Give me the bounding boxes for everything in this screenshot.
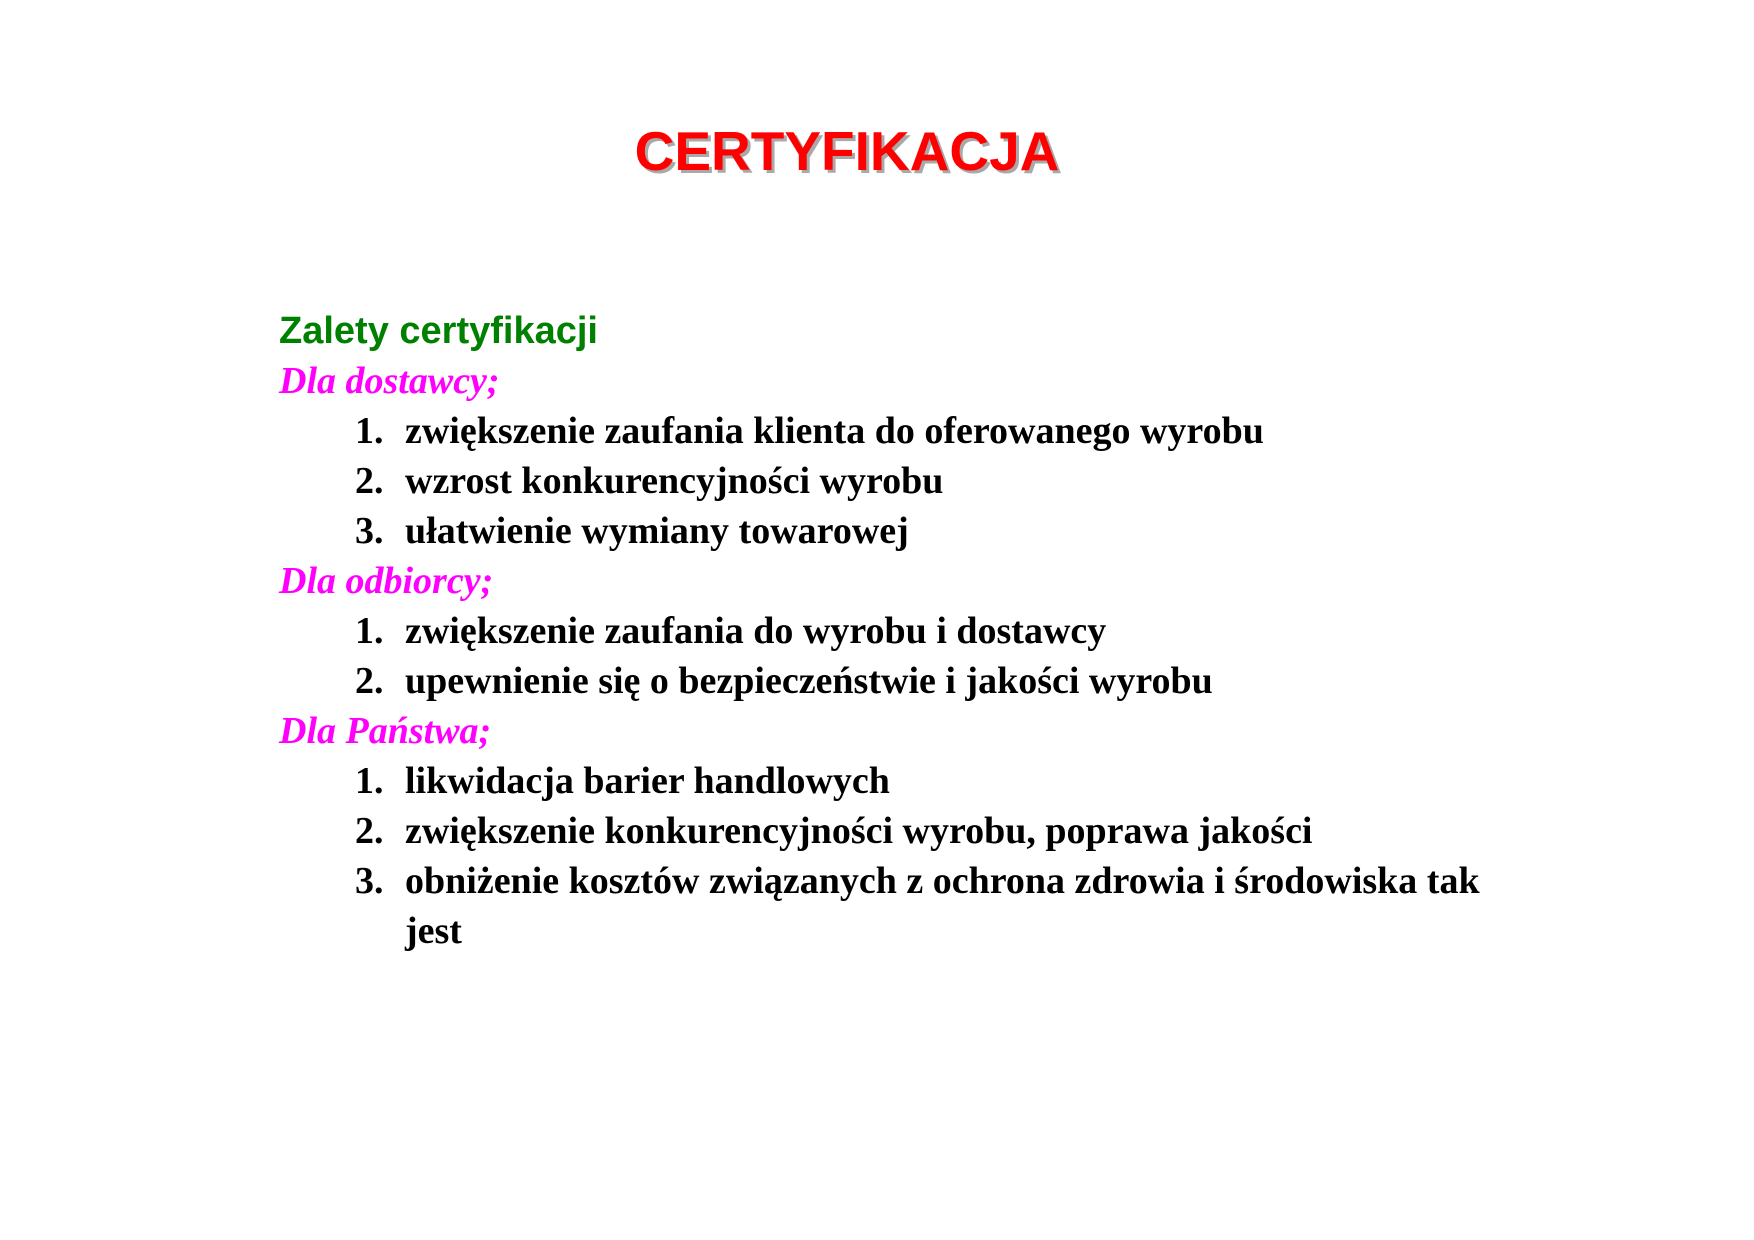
list-item (279, 456, 1505, 506)
list-item-text: upewnienie się o bezpieczeństwie i jakości wyrobu (405, 660, 1213, 702)
list-item-text: zwiększenie zaufania klienta do oferowanego wyrobu (405, 410, 1264, 452)
list-item (279, 806, 1505, 856)
group-supplier (279, 356, 1579, 556)
list-item-text: zwiększenie konkurencyjności wyrobu, poprawa jakości (405, 810, 1313, 852)
list-item (279, 656, 1505, 706)
group-heading-state: Dla Państwa; (279, 710, 492, 752)
list-item-number: 3. (355, 510, 384, 552)
list-item (279, 506, 1505, 556)
list-item-number: 2. (355, 660, 384, 702)
list-item-number: 2. (355, 460, 384, 502)
group-state (279, 706, 1579, 956)
list-item-text: ułatwienie wymiany towarowej (405, 510, 909, 552)
content-area (279, 306, 1579, 956)
list-item-number: 1. (355, 610, 384, 652)
list-item-text: likwidacja barier handlowych (405, 760, 890, 802)
group-recipient (279, 556, 1579, 706)
group-heading-recipient: Dla odbiorcy; (279, 560, 494, 602)
list-item-text: obniżenie kosztów związanych z ochrona zdrowia i środowiska tak jest (405, 860, 1480, 952)
group-heading-supplier: Dla dostawcy; (279, 360, 500, 402)
list-item (279, 756, 1505, 806)
section-subtitle: Zalety certyfikacji (279, 310, 598, 352)
list-item (279, 606, 1505, 656)
list-item (279, 406, 1505, 456)
list-item-number: 1. (355, 760, 384, 802)
list-item-number: 2. (355, 810, 384, 852)
list-item-text: wzrost konkurencyjności wyrobu (405, 460, 944, 502)
list-item-text: zwiększenie zaufania do wyrobu i dostawcy (405, 610, 1107, 652)
list-item (279, 856, 1505, 956)
page-title: CERTYFIKACJA (634, 120, 1060, 182)
list-item-number: 3. (355, 860, 384, 902)
list-item-number: 1. (355, 410, 384, 452)
